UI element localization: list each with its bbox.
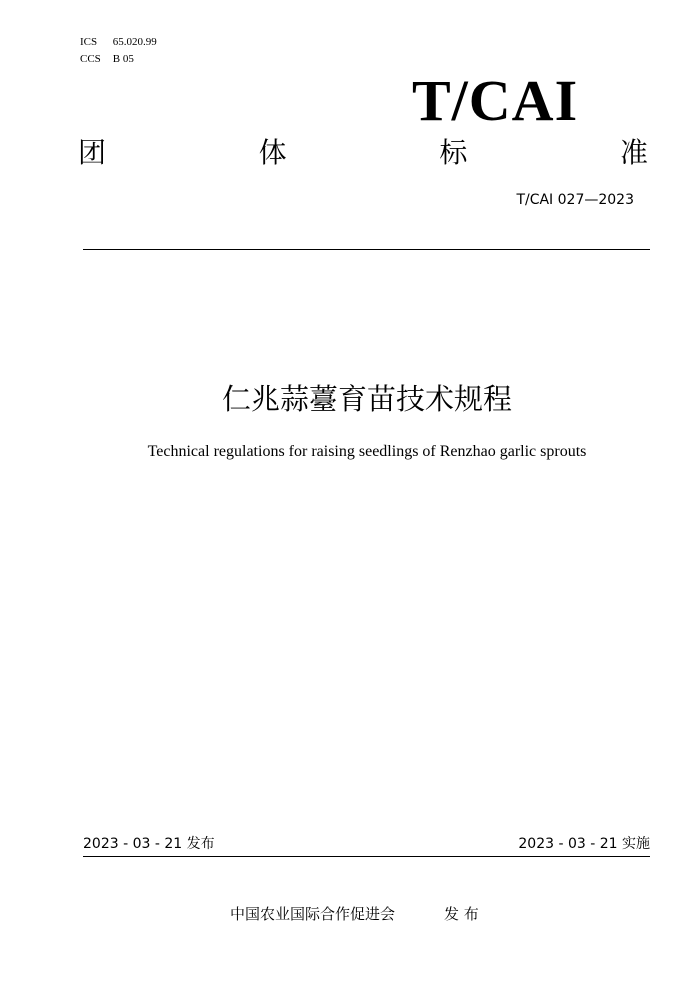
standard-type-char: 准	[619, 136, 648, 169]
top-divider	[83, 249, 650, 250]
ccs-label: CCS	[80, 53, 101, 65]
standard-type-char: 体	[258, 136, 287, 169]
standard-type-char: 团	[78, 136, 107, 169]
organization-logo: T/CAI	[412, 68, 579, 133]
standard-type-char: 标	[439, 136, 468, 169]
document-title-english: Technical regulations for raising seedlings of Renzhao garlic sprouts	[147, 443, 587, 460]
bottom-divider	[83, 856, 650, 857]
publish-date: 2023 - 03 - 21 发布	[83, 836, 215, 852]
document-title-chinese: 仁兆蒜薹育苗技术规程	[221, 382, 512, 416]
ics-code-line	[80, 36, 157, 49]
ics-value: 65.020.99	[112, 36, 157, 48]
ccs-code-line	[80, 53, 134, 66]
ics-label: ICS	[80, 36, 98, 48]
standard-number: T/CAI 027—2023	[516, 192, 634, 208]
implementation-date: 2023 - 03 - 21 实施	[518, 836, 650, 852]
issuing-organization: 中国农业国际合作促进会	[230, 905, 396, 923]
standard-type-heading	[78, 136, 648, 170]
issue-action: 发 布	[444, 905, 479, 923]
ccs-value: B 05	[112, 53, 134, 65]
